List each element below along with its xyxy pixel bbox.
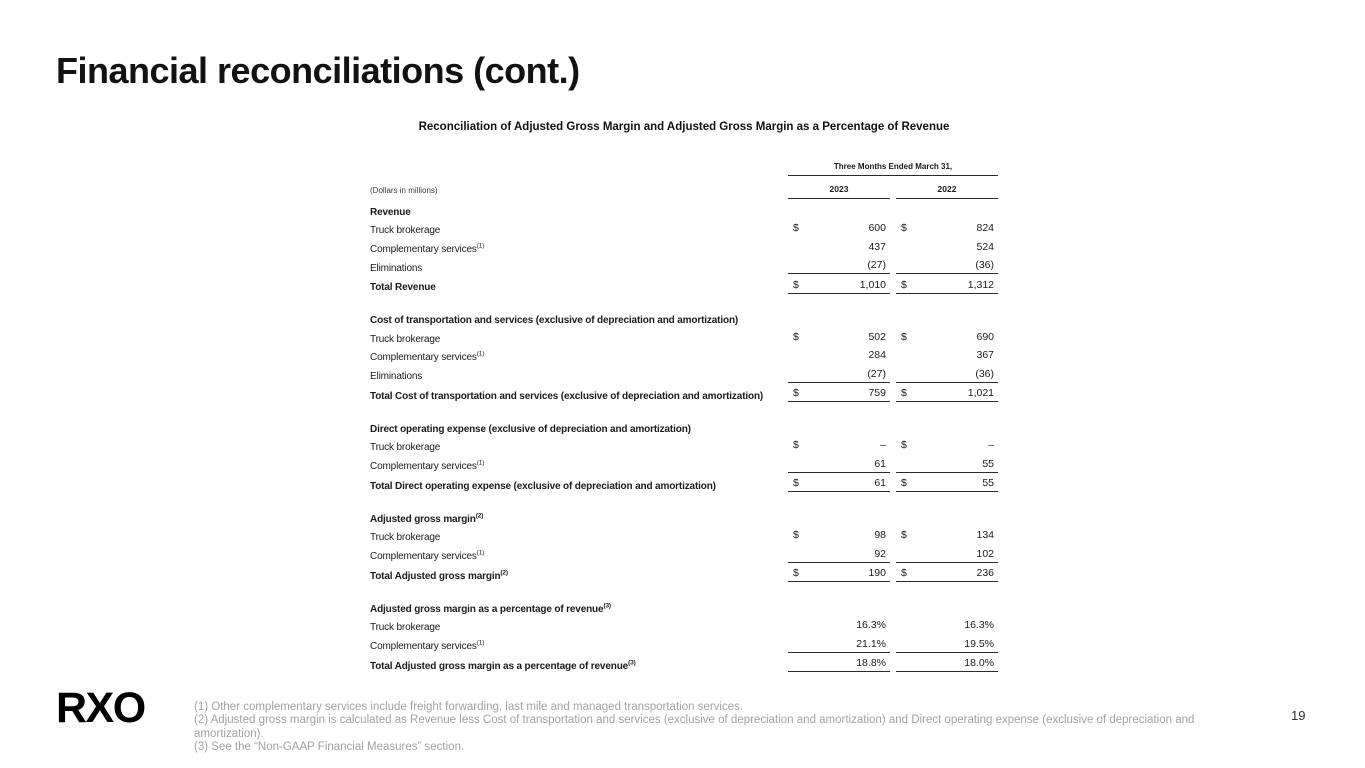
dollar-sign: $ bbox=[901, 439, 907, 451]
cell-value: 236 bbox=[976, 567, 995, 579]
table-row bbox=[370, 218, 998, 237]
value-cell-2023 bbox=[788, 615, 890, 634]
value-cell-2023 bbox=[788, 218, 890, 237]
row-label: Complementary services$^{(1)}$ bbox=[370, 639, 485, 652]
section-heading-row bbox=[370, 416, 998, 435]
dollar-sign: $ bbox=[793, 330, 799, 343]
value-cell-2022 bbox=[896, 543, 998, 562]
table-row bbox=[370, 435, 998, 454]
section-heading: Cost of transportation and services (exclusive of depreciation and amortization) bbox=[370, 315, 739, 326]
total-value-2023 bbox=[788, 382, 890, 402]
table-row bbox=[370, 633, 998, 652]
total-value-2022 bbox=[896, 652, 998, 672]
page-number: 19 bbox=[1291, 708, 1306, 723]
cell-value: – bbox=[988, 439, 995, 451]
footnote-ref: (1) bbox=[476, 350, 485, 358]
footnote-2: (2) Adjusted gross margin is calculated as Revenue less Cost of transportation and services (exclusive of depreciation and amortization) and Direct operating expense (exclusive of depreciation and amortization). bbox=[194, 714, 1195, 740]
footnote-ref: (3) bbox=[628, 659, 636, 667]
cell-value: 102 bbox=[976, 547, 995, 560]
row-label: Truck brokerage bbox=[370, 442, 441, 453]
cell-value: (27) bbox=[867, 367, 886, 380]
total-value-2023 bbox=[788, 472, 890, 492]
total-row bbox=[370, 274, 998, 294]
dollar-sign: $ bbox=[901, 222, 907, 234]
table-row bbox=[370, 363, 998, 382]
value-cell-2022 bbox=[896, 453, 998, 472]
dollar-sign: $ bbox=[793, 387, 799, 399]
total-row bbox=[370, 562, 998, 582]
period-header-row bbox=[370, 158, 998, 176]
total-value-2023 bbox=[788, 652, 890, 672]
total-value-2023 bbox=[788, 562, 890, 582]
value-cell-2022 bbox=[896, 326, 998, 345]
cell-value: 759 bbox=[868, 387, 886, 399]
dollar-sign: $ bbox=[901, 387, 907, 399]
cell-value: (36) bbox=[975, 259, 995, 271]
value-cell-2022 bbox=[896, 236, 998, 255]
cell-value: 19.5% bbox=[964, 637, 995, 650]
total-value-2022 bbox=[896, 382, 998, 402]
cell-value: 1,010 bbox=[859, 278, 886, 291]
cell-value: 61 bbox=[874, 457, 886, 470]
total-row bbox=[370, 652, 998, 672]
value-cell-2022 bbox=[896, 435, 998, 454]
value-cell-2023 bbox=[788, 326, 890, 345]
dollar-sign: $ bbox=[793, 567, 799, 579]
row-label: Eliminations bbox=[370, 371, 423, 382]
value-cell-2022 bbox=[896, 218, 998, 237]
table-row bbox=[370, 525, 998, 544]
footnote-ref: (1) bbox=[476, 549, 485, 557]
total-label: Total Revenue bbox=[370, 282, 436, 293]
reconciliation-table-container bbox=[370, 121, 998, 672]
value-cell-2023 bbox=[788, 525, 890, 544]
row-label: Truck brokerage bbox=[370, 225, 441, 236]
reconciliation-table bbox=[370, 158, 998, 672]
dollar-sign: $ bbox=[901, 529, 907, 541]
cell-value: 690 bbox=[976, 330, 995, 343]
cell-value: 190 bbox=[868, 567, 886, 579]
value-cell-2022 bbox=[896, 633, 998, 652]
cell-value: 134 bbox=[976, 529, 995, 541]
dollar-sign: $ bbox=[793, 439, 799, 451]
table-row bbox=[370, 345, 998, 364]
footnote-ref: (1) bbox=[476, 639, 485, 647]
cell-value: 21.1% bbox=[856, 637, 886, 650]
total-row bbox=[370, 472, 998, 492]
total-value-2023 bbox=[788, 274, 890, 294]
cell-value: 824 bbox=[976, 222, 995, 234]
cell-value: 61 bbox=[874, 477, 886, 489]
rxo-logo: RXO bbox=[56, 684, 145, 732]
cell-value: 98 bbox=[874, 529, 886, 541]
dollar-sign: $ bbox=[793, 222, 799, 234]
section-heading-row bbox=[370, 506, 998, 525]
cell-value: 437 bbox=[868, 240, 886, 253]
section-heading-row bbox=[370, 199, 998, 218]
period-header: Three Months Ended March 31, bbox=[788, 158, 998, 176]
section-heading: Revenue bbox=[370, 206, 411, 218]
table-row bbox=[370, 326, 998, 345]
footnote-ref: (1) bbox=[476, 459, 485, 467]
total-value-2022 bbox=[896, 274, 998, 294]
dollar-sign: $ bbox=[901, 477, 907, 489]
dollar-sign: $ bbox=[901, 330, 907, 343]
dollar-sign: $ bbox=[793, 529, 799, 541]
cell-value: – bbox=[880, 439, 886, 451]
cell-value: 92 bbox=[874, 547, 886, 560]
value-cell-2023 bbox=[788, 633, 890, 652]
value-cell-2022 bbox=[896, 363, 998, 382]
dollar-sign: $ bbox=[901, 567, 907, 579]
cell-value: (27) bbox=[867, 259, 886, 271]
year-header-2023: 2023 bbox=[788, 176, 890, 199]
cell-value: 1,312 bbox=[967, 278, 995, 291]
page-title: Financial reconciliations (cont.) bbox=[56, 50, 580, 91]
value-cell-2023 bbox=[788, 363, 890, 382]
total-label: Total Direct operating expense (exclusive of depreciation and amortization) bbox=[370, 480, 716, 492]
footnote-ref: (3) bbox=[603, 602, 611, 610]
value-cell-2023 bbox=[788, 345, 890, 364]
cell-value: 16.3% bbox=[964, 619, 995, 631]
cell-value: 18.8% bbox=[856, 657, 886, 669]
year-header-row bbox=[370, 176, 998, 199]
row-label: Complementary services$^{(1)}$ bbox=[370, 549, 485, 562]
dollar-sign: $ bbox=[793, 278, 799, 291]
cell-value: 55 bbox=[982, 457, 995, 470]
cell-value: 16.3% bbox=[856, 619, 886, 631]
total-row bbox=[370, 382, 998, 402]
dollar-sign: $ bbox=[901, 278, 907, 291]
value-cell-2022 bbox=[896, 615, 998, 634]
row-label: Truck brokerage bbox=[370, 622, 441, 633]
table-row bbox=[370, 615, 998, 634]
row-label: Truck brokerage bbox=[370, 333, 441, 345]
cell-value: 367 bbox=[976, 349, 995, 361]
footnote-ref: (2) bbox=[475, 512, 484, 520]
row-label: Complementary services$^{(1)}$ bbox=[370, 350, 485, 363]
cell-value: 18.0% bbox=[964, 657, 995, 669]
total-label: Total Adjusted gross margin$^{(2)}$ bbox=[370, 569, 508, 582]
total-label: Total Adjusted gross margin as a percentage of revenue$^{(3)}$ bbox=[370, 659, 636, 672]
cell-value: 284 bbox=[868, 349, 886, 361]
value-cell-2022 bbox=[896, 525, 998, 544]
value-cell-2022 bbox=[896, 255, 998, 274]
value-cell-2022 bbox=[896, 345, 998, 364]
cell-value: 600 bbox=[868, 222, 886, 234]
table-row bbox=[370, 453, 998, 472]
value-cell-2023 bbox=[788, 543, 890, 562]
cell-value: (36) bbox=[975, 367, 995, 380]
section-heading-row bbox=[370, 596, 998, 615]
cell-value: 1,021 bbox=[967, 387, 995, 399]
section-heading: Adjusted gross margin as a percentage of revenue$^{(3)}$ bbox=[370, 602, 611, 615]
units-note: (Dollars in millions) bbox=[370, 185, 438, 195]
cell-value: 55 bbox=[982, 477, 995, 489]
total-label: Total Cost of transportation and services (exclusive of depreciation and amortization) bbox=[370, 390, 764, 402]
cell-value: 524 bbox=[976, 240, 995, 253]
row-label: Complementary services$^{(1)}$ bbox=[370, 459, 485, 472]
dollar-sign: $ bbox=[793, 477, 799, 489]
footnote-ref: (2) bbox=[500, 569, 508, 577]
footnote-ref: (1) bbox=[476, 242, 485, 250]
footnote-1: (1) Other complementary services include freight forwarding, last mile and managed transportation services. bbox=[194, 701, 744, 713]
value-cell-2023 bbox=[788, 255, 890, 274]
section-heading: Adjusted gross margin$^{(2)}$ bbox=[370, 512, 484, 525]
value-cell-2023 bbox=[788, 453, 890, 472]
row-label: Complementary services$^{(1)}$ bbox=[370, 242, 485, 255]
section-heading-row bbox=[370, 308, 998, 327]
footnote-3: (3) See the “Non-GAAP Financial Measures” section. bbox=[194, 741, 465, 754]
value-cell-2023 bbox=[788, 236, 890, 255]
value-cell-2023 bbox=[788, 435, 890, 454]
table-title: Reconciliation of Adjusted Gross Margin and Adjusted Gross Margin as a Percentage of Revenue bbox=[418, 121, 950, 133]
row-label: Truck brokerage bbox=[370, 532, 441, 543]
table-row bbox=[370, 236, 998, 255]
table-row bbox=[370, 543, 998, 562]
year-header-2022: 2022 bbox=[896, 176, 998, 199]
total-value-2022 bbox=[896, 472, 998, 492]
total-value-2022 bbox=[896, 562, 998, 582]
footnotes bbox=[194, 701, 1226, 755]
table-row bbox=[370, 255, 998, 274]
section-heading: Direct operating expense (exclusive of depreciation and amortization) bbox=[370, 423, 691, 435]
row-label: Eliminations bbox=[370, 262, 423, 274]
cell-value: 502 bbox=[868, 330, 886, 343]
